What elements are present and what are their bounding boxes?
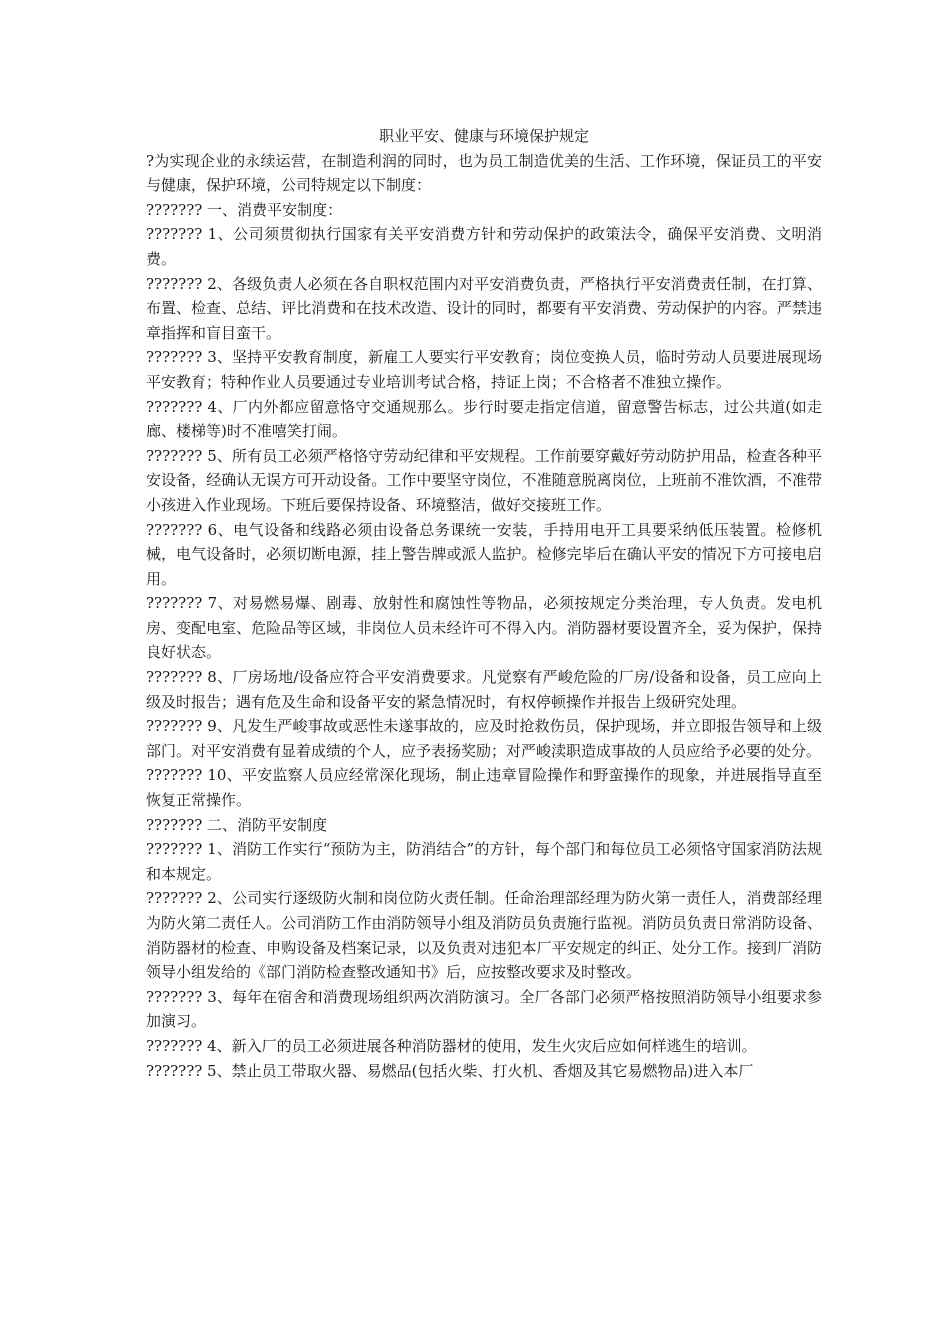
fire-safety-item-5: ??????? 5、禁止员工带取火器、易燃品(包括火柴、打火机、香烟及其它易燃物品)进入本厂	[146, 1061, 754, 1080]
production-safety-item-1: ??????? 1、公司须贯彻执行国家有关平安消费方针和劳动保护的政策法令，确保平安消费、文明消费。	[146, 225, 822, 268]
production-safety-item-4: ??????? 4、厂内外都应留意恪守交通规那么。步行时要走指定信道，留意警告标志，过公共道(如走廊、楼梯等)时不准嘻笑打闹。	[146, 397, 822, 441]
document-page	[146, 124, 822, 1083]
production-safety-item-8: ??????? 8、厂房场地/设备应符合平安消费要求。凡觉察有严峻危险的厂房/设备和设备，员工应向上级及时报告；遇有危及生命和设备平安的紧急情况时，有权停顿操作并报告上级研究处理。	[146, 668, 822, 711]
fire-safety-item-3: ??????? 3、每年在宿舍和消费现场组织两次消防演习。全厂各部门必须严格按照消防领导小组要求参加演习。	[146, 987, 822, 1031]
fire-safety-item-4: ??????? 4、新入厂的员工必须进展各种消防器材的使用，发生火灾后应如何样逃生的培训。	[146, 1036, 757, 1055]
production-safety-item-9: ??????? 9、凡发生严峻事故或恶性未遂事故的，应及时抢救伤员，保护现场，并立即报告领导和上级部门。对平安消费有显着成绩的个人，应予表扬奖励；对严峻渎职造成事故的人员应给予必要的处分。	[146, 717, 822, 760]
section-heading-fire-safety: ??????? 二、消防平安制度	[146, 815, 328, 834]
production-safety-item-5: ??????? 5、所有员工必须严格恪守劳动纪律和平安规程。工作前要穿戴好劳动防护用品，检查各种平安设备，经确认无误方可开动设备。工作中要坚守岗位，不准随意脱离岗位，上班前不准饮酒，不准带小孩进入作业现场。下班后要保持设备、环境整洁，做好交接班工作。	[146, 446, 822, 514]
fire-safety-item-2: ??????? 2、公司实行逐级防火制和岗位防火责任制。任命治理部经理为防火第一责任人，消费部经理为防火第二责任人。公司消防工作由消防领导小组及消防员负责施行监视。消防员负责日常消防设备、消防器材的检查、申购设备及档案记录，以及负责对违犯本厂平安规定的纠正、处分工作。接到厂消防领导小组发给的《部门消防检查整改通知书》后，应按整改要求及时整改。	[146, 889, 822, 982]
fire-safety-item-1: ??????? 1、消防工作实行“预防为主，防消结合”的方针，每个部门和每位员工必须恪守国家消防法规和本规定。	[146, 840, 822, 883]
production-safety-item-6: ??????? 6、电气设备和线路必须由设备总务课统一安装，手持用电开工具要采纳低压装置。检修机械，电气设备时，必须切断电源，挂上警告牌或派人监护。检修完毕后在确认平安的情况下方可接电启用。	[146, 520, 822, 588]
document-title: 职业平安、健康与环境保护规定	[378, 127, 589, 145]
production-safety-item-10: ??????? 10、平安监察人员应经常深化现场，制止违章冒险操作和野蛮操作的现象，并进展指导直至恢复正常操作。	[146, 766, 822, 810]
production-safety-item-3: ??????? 3、坚持平安教育制度，新雇工人要实行平安教育；岗位变换人员，临时劳动人员要进展现场平安教育；特种作业人员要通过专业培训考试合格，持证上岗；不合格者不准独立操作。	[146, 348, 822, 391]
production-safety-item-2: ??????? 2、各级负责人必须在各自职权范围内对平安消费负责，严格执行平安消费责任制，在打算、布置、检查、总结、评比消费和在技术改造、设计的同时，都要有平安消费、劳动保护的内容。严禁违章指挥和盲目蛮干。	[146, 274, 822, 342]
production-safety-item-7: ??????? 7、对易燃易爆、剧毒、放射性和腐蚀性等物品，必须按规定分类治理，专人负责。发电机房、变配电室、危险品等区域，非岗位人员未经许可不得入内。消防器材要设置齐全，妥为保护，保持良好状态。	[146, 594, 822, 662]
section-heading-production-safety: ??????? 一、消费平安制度：	[146, 200, 343, 219]
intro-paragraph: ?为实现企业的永续运营，在制造利润的同时，也为员工制造优美的生活、工作环境，保证员工的平安与健康，保护环境，公司特规定以下制度：	[146, 151, 822, 195]
